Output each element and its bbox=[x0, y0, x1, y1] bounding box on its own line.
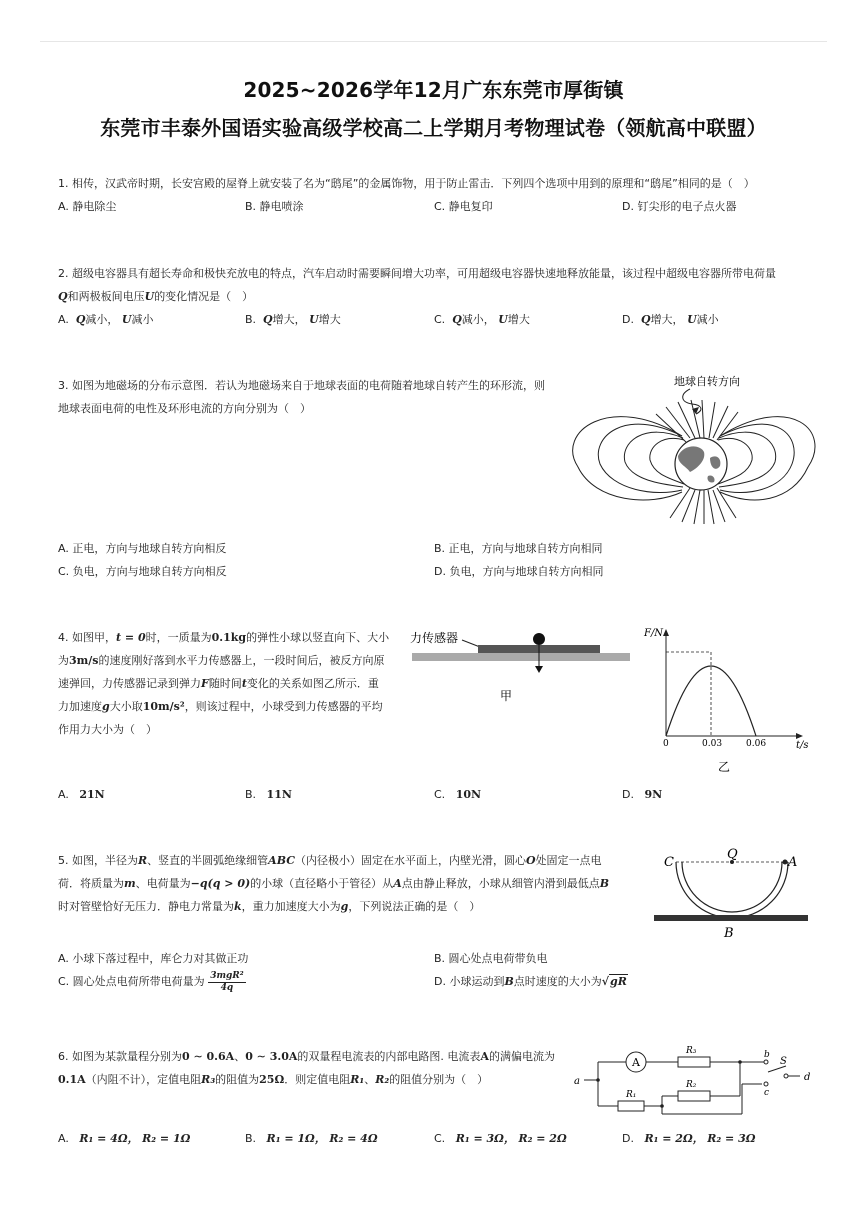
math-charge: −q(q > 0) bbox=[190, 877, 251, 890]
text: ，则该过程中，小球受到力传感器的平均 bbox=[184, 700, 383, 713]
math-g: g bbox=[102, 700, 110, 713]
text: 、竖直的半圆弧绝缘细管 bbox=[147, 854, 269, 867]
q6-option-b[interactable] bbox=[245, 1131, 378, 1147]
math-B: B bbox=[599, 877, 610, 890]
math-U: U bbox=[498, 313, 508, 326]
terminal-c bbox=[764, 1082, 768, 1086]
resistor-R2 bbox=[678, 1091, 710, 1101]
question-4-stem-line1 bbox=[58, 626, 389, 649]
question-5-stem-line1 bbox=[58, 849, 602, 872]
option-label: B. bbox=[245, 313, 257, 326]
option-label: D. bbox=[622, 1132, 634, 1145]
math-U: U bbox=[144, 290, 155, 303]
q2-option-d[interactable] bbox=[622, 312, 719, 328]
option-text: 增大， bbox=[272, 313, 306, 326]
question-1-stem: 1. 相传，汉武帝时期，长安宫殿的屋脊上就安装了名为“鸱尾”的金属饰物，用于防止雷击．下列四个选项中用到的原理和“鸱尾”相同的是（ ） bbox=[58, 177, 755, 190]
sqrt-symbol: √ bbox=[601, 975, 610, 988]
q1-option-c[interactable]: C. 静电复印 bbox=[434, 200, 493, 213]
option-label: C. bbox=[434, 313, 446, 326]
q4-option-d[interactable] bbox=[622, 787, 662, 803]
text: 时，一质量为 bbox=[145, 631, 212, 644]
option-label: D. bbox=[622, 788, 634, 801]
label-Q: Q bbox=[727, 847, 738, 862]
label-b: b bbox=[764, 1050, 770, 1060]
option-value: 9N bbox=[644, 788, 663, 801]
header-divider bbox=[40, 41, 827, 42]
text: （内阻不计），定值电阻 bbox=[85, 1073, 202, 1086]
text: 的双量程电流表的内部电路图. 电流表 bbox=[297, 1050, 481, 1063]
label-R1: R₁ bbox=[626, 1090, 637, 1100]
q4-option-c[interactable] bbox=[434, 787, 481, 803]
math-R2-value: R₂ = 1Ω bbox=[142, 1132, 191, 1145]
option-label: C. bbox=[434, 1132, 446, 1145]
text: ，重力加速度大小为 bbox=[241, 900, 341, 913]
x-tick-0: 0 bbox=[663, 739, 669, 749]
label-R2: R₂ bbox=[686, 1080, 697, 1090]
text: 的速度刚好落到水平力传感器上，一段时间后，被反方向原 bbox=[98, 654, 385, 667]
option-text: 增大 bbox=[507, 313, 530, 326]
math-R2: R₂ bbox=[375, 1073, 390, 1086]
text: 4. 如图甲， bbox=[58, 631, 116, 644]
math-k: k bbox=[234, 900, 242, 913]
junction-dot bbox=[738, 1060, 742, 1064]
option-value: 10N bbox=[455, 788, 482, 801]
option-text: 点时速度的大小为 bbox=[513, 975, 602, 988]
text: 、 bbox=[234, 1050, 246, 1063]
math-R2-value: R₂ = 4Ω bbox=[329, 1132, 378, 1145]
text: 为 bbox=[58, 654, 69, 667]
velocity-arrow-head bbox=[535, 666, 543, 673]
math-range-1: 0 ∼ 0.6A bbox=[182, 1050, 235, 1063]
resistor-R1 bbox=[618, 1101, 644, 1111]
q2-option-c[interactable] bbox=[434, 312, 530, 328]
math-Q: Q bbox=[58, 290, 68, 303]
page-title-line1: 2025~2026学年12月广东东莞市厚街镇 bbox=[243, 78, 624, 102]
force-sensor-figure bbox=[408, 628, 633, 708]
math-A: A bbox=[393, 877, 402, 890]
question-2-stem-line2 bbox=[58, 285, 253, 308]
q6-option-a[interactable] bbox=[58, 1131, 190, 1147]
geomagnetic-field-figure bbox=[570, 372, 815, 532]
graph-x-axis-label: t/s bbox=[796, 740, 809, 751]
math-gravity: 10m/s² bbox=[142, 700, 185, 713]
ball bbox=[533, 633, 545, 645]
ground-surface bbox=[412, 653, 630, 661]
math-ABC: ABC bbox=[268, 854, 295, 867]
junction-dot bbox=[596, 1078, 600, 1082]
math-A: A bbox=[480, 1050, 489, 1063]
sqrt-radicand: gR bbox=[610, 975, 627, 988]
text: 的满偏电流为 bbox=[488, 1050, 555, 1063]
option-text: 减小， bbox=[461, 313, 495, 326]
ammeter-circuit-figure bbox=[572, 1042, 817, 1122]
switch-pivot bbox=[784, 1074, 788, 1078]
force-curve bbox=[666, 666, 756, 736]
math-range-2: 0 ∼ 3.0A bbox=[245, 1050, 298, 1063]
math-R1-value: R₁ = 3Ω， bbox=[455, 1132, 515, 1145]
ball-at-A bbox=[783, 860, 788, 865]
text: 的小球（直径略小于管径）从 bbox=[250, 877, 394, 890]
q3-option-d[interactable]: D. 负电，方向与地球自转方向相同 bbox=[434, 565, 604, 578]
fraction-numerator: 3mgR² bbox=[210, 970, 244, 981]
label-A: A bbox=[788, 855, 798, 870]
text: 的阻值分别为（ ） bbox=[389, 1073, 489, 1086]
math-R2-value: R₂ = 2Ω bbox=[518, 1132, 567, 1145]
question-6-stem-line2 bbox=[58, 1068, 488, 1091]
resistor-R3 bbox=[678, 1057, 710, 1067]
text: 随时间 bbox=[208, 677, 242, 690]
math-Q: Q bbox=[640, 313, 651, 326]
label-B: B bbox=[724, 926, 734, 941]
option-text: D. 小球运动到 bbox=[434, 975, 505, 988]
text: 大小取 bbox=[109, 700, 143, 713]
q4-option-b[interactable] bbox=[245, 787, 292, 803]
q6-option-d[interactable] bbox=[622, 1131, 756, 1147]
junction-dot bbox=[660, 1104, 664, 1108]
math-Q: Q bbox=[263, 313, 273, 326]
q2-option-b[interactable] bbox=[245, 312, 341, 328]
text: ，下列说法正确的是（ ） bbox=[348, 900, 481, 913]
y-axis-arrow bbox=[663, 629, 669, 636]
q4-option-a[interactable] bbox=[58, 787, 105, 803]
question-2-stem-line1: 2. 超级电容器具有超长寿命和极快充放电的特点，汽车启动时需要瞬间增大功率，可用超级电容器快速地释放能量，该过程中超级电容器所带电荷量 bbox=[58, 267, 776, 280]
math-R2-value: R₂ = 3Ω bbox=[707, 1132, 756, 1145]
label-a: a bbox=[574, 1076, 580, 1087]
label-R3: R₃ bbox=[686, 1046, 697, 1056]
text: 、 bbox=[364, 1073, 376, 1086]
math-R3: R₃ bbox=[201, 1073, 216, 1086]
label-d: d bbox=[804, 1072, 811, 1083]
tube-inner-arc bbox=[682, 862, 782, 912]
x-axis-arrow bbox=[796, 733, 803, 739]
option-text: 增大， bbox=[650, 313, 684, 326]
text: 的阻值为 bbox=[215, 1073, 260, 1086]
option-text: 减小 bbox=[696, 313, 719, 326]
graph-y-axis-label: F/N bbox=[644, 628, 664, 639]
q5-option-a[interactable]: A. 小球下落过程中，库仑力对其做正功 bbox=[58, 952, 249, 965]
math-F: F bbox=[201, 677, 209, 690]
option-label: B. bbox=[245, 788, 257, 801]
force-sensor-label: 力传感器 bbox=[410, 631, 459, 645]
semicircle-tube-figure bbox=[652, 848, 812, 942]
ammeter-label: A bbox=[632, 1056, 640, 1069]
tube-outer-arc bbox=[676, 862, 788, 918]
text: 变化的关系如图乙所示．重 bbox=[246, 677, 379, 690]
horizontal-surface bbox=[654, 915, 808, 921]
math-R1: R₁ bbox=[350, 1073, 365, 1086]
x-tick-0.06: 0.06 bbox=[746, 739, 767, 749]
math-g: g bbox=[340, 900, 349, 913]
math-B: B bbox=[504, 975, 514, 988]
q2-text-end: 的变化情况是（ ） bbox=[154, 290, 254, 303]
math-t: t bbox=[241, 677, 247, 690]
math-m: m bbox=[124, 877, 136, 890]
question-4-stem-line2 bbox=[58, 649, 385, 672]
q5-option-d[interactable] bbox=[434, 974, 628, 990]
math-R: R bbox=[138, 854, 148, 867]
q3-option-c[interactable]: C. 负电，方向与地球自转方向相反 bbox=[58, 565, 227, 578]
question-4-stem-line5: 作用力大小为（ ） bbox=[58, 723, 157, 736]
text: （内径极小）固定在水平面上，内壁光滑，圆心 bbox=[294, 854, 526, 867]
math-t0: t = 0 bbox=[116, 631, 146, 644]
question-6-stem-line1 bbox=[58, 1045, 555, 1068]
math-speed: 3m/s bbox=[69, 654, 99, 667]
option-label: C. bbox=[434, 788, 446, 801]
question-3-stem-line1: 3. 如图为地磁场的分布示意图．若认为地磁场来自于地球表面的电荷随着地球自转产生的环形流，则 bbox=[58, 379, 545, 392]
text: 荷．将质量为 bbox=[58, 877, 124, 890]
math-25ohm: 25Ω bbox=[259, 1073, 285, 1086]
text: 处固定一点电 bbox=[535, 854, 602, 867]
q1-option-d[interactable]: D. 钉尖形的电子点火器 bbox=[622, 200, 737, 213]
option-value: 21N bbox=[79, 788, 105, 801]
text: 力加速度 bbox=[58, 700, 102, 713]
option-label: A. bbox=[58, 788, 69, 801]
option-label: D. bbox=[622, 313, 634, 326]
option-label: B. bbox=[245, 1132, 257, 1145]
option-text: 减小 bbox=[131, 313, 154, 326]
question-5-stem-line2 bbox=[58, 872, 609, 895]
q6-option-c[interactable] bbox=[434, 1131, 567, 1147]
label-S: S bbox=[780, 1056, 787, 1067]
option-text: 减小， bbox=[85, 313, 119, 326]
text: 点由静止释放，小球从细管内滑到最低点 bbox=[401, 877, 600, 890]
text: 的弹性小球以竖直向下、大小 bbox=[246, 631, 390, 644]
math-Q: Q bbox=[75, 313, 86, 326]
option-value: 11N bbox=[266, 788, 292, 801]
fraction-denominator: 4q bbox=[220, 982, 234, 993]
math-R1-value: R₁ = 1Ω， bbox=[266, 1132, 326, 1145]
math-R1-value: R₁ = 2Ω， bbox=[644, 1132, 704, 1145]
question-3-stem-line2: 地球表面电荷的电性及环形电流的方向分别为（ ） bbox=[58, 402, 311, 415]
text: 5. 如图，半径为 bbox=[58, 854, 138, 867]
math-current: 0.1A bbox=[58, 1073, 86, 1086]
question-5-stem-line3 bbox=[58, 895, 480, 918]
q3-option-a[interactable]: A. 正电，方向与地球自转方向相反 bbox=[58, 542, 227, 555]
q5-option-b[interactable]: B. 圆心处点电荷带负电 bbox=[434, 952, 548, 965]
math-Q: Q bbox=[452, 313, 462, 326]
math-mass: 0.1kg bbox=[211, 631, 247, 644]
q2-option-a[interactable] bbox=[58, 312, 154, 328]
math-U: U bbox=[309, 313, 319, 326]
text: 时对管壁恰好无压力．静电力常量为 bbox=[58, 900, 234, 913]
math-U: U bbox=[121, 313, 132, 326]
text: 速弹回，力传感器记录到弹力 bbox=[58, 677, 201, 690]
force-time-graph bbox=[640, 624, 815, 774]
text: 、电荷量为 bbox=[135, 877, 191, 890]
math-U: U bbox=[687, 313, 697, 326]
text: 6. 如图为某款量程分别为 bbox=[58, 1050, 182, 1063]
option-text: C. 圆心处点电荷所带电荷量为 bbox=[58, 975, 205, 988]
math-O: O bbox=[525, 854, 536, 867]
q1-option-b[interactable]: B. 静电喷涂 bbox=[245, 200, 304, 213]
fraction bbox=[208, 971, 246, 994]
page-title-line2: 东莞市丰泰外国语实验高级学校高二上学期月考物理试卷（领航高中联盟） bbox=[100, 116, 767, 140]
option-text: 增大 bbox=[318, 313, 341, 326]
math-R1-value: R₁ = 4Ω， bbox=[79, 1132, 139, 1145]
label-c: c bbox=[764, 1088, 770, 1098]
x-tick-0.03: 0.03 bbox=[702, 739, 723, 749]
figure-jia-label: 甲 bbox=[500, 689, 513, 703]
sqrt-expression bbox=[602, 974, 628, 988]
figure-yi-label: 乙 bbox=[718, 760, 731, 774]
rotation-direction-label: 地球自转方向 bbox=[674, 375, 740, 388]
question-4-stem-line3 bbox=[58, 672, 379, 695]
terminal-b bbox=[764, 1060, 768, 1064]
q5-option-c[interactable] bbox=[58, 969, 246, 995]
label-C: C bbox=[664, 855, 674, 870]
option-label: A. bbox=[58, 1132, 69, 1145]
text: ．则定值电阻 bbox=[284, 1073, 351, 1086]
label-leader bbox=[462, 640, 480, 647]
question-4-stem-line4 bbox=[58, 695, 383, 718]
q1-option-a[interactable]: A. 静电除尘 bbox=[58, 200, 117, 213]
option-label: A. bbox=[58, 313, 69, 326]
q3-option-b[interactable]: B. 正电，方向与地球自转方向相同 bbox=[434, 542, 603, 555]
q2-text: 和两极板间电压 bbox=[67, 290, 145, 303]
